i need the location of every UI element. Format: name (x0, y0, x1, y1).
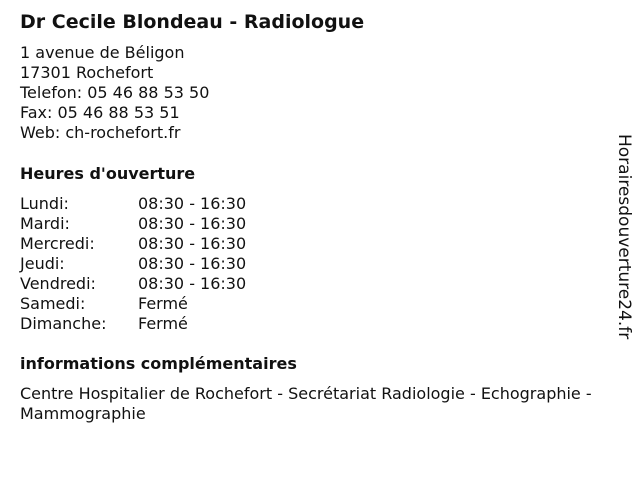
hours-list (20, 194, 340, 334)
day-label: Samedi: (20, 294, 86, 313)
day-hours: 08:30 - 16:30 (138, 234, 247, 253)
fax-number: Fax: 05 46 88 53 51 (20, 103, 180, 122)
info-title: informations complémentaires (20, 354, 297, 373)
day-label: Vendredi: (20, 274, 96, 293)
phone-number: Telefon: 05 46 88 53 50 (20, 83, 210, 102)
city-address: 17301 Rochefort (20, 63, 154, 82)
hours-row-mardi (20, 214, 340, 234)
page-title: Dr Cecile Blondeau - Radiologue (20, 11, 365, 33)
day-hours: Fermé (138, 294, 188, 313)
website: Web: ch-rochefort.fr (20, 123, 181, 142)
day-hours: 08:30 - 16:30 (138, 194, 247, 213)
hours-row-dimanche (20, 314, 340, 334)
info-text: Centre Hospitalier de Rochefort - Secrétariat Radiologie - Echographie - Mammographie (20, 384, 592, 423)
day-label: Dimanche: (20, 314, 107, 333)
street-address: 1 avenue de Béligon (20, 43, 185, 62)
hours-title: Heures d'ouverture (20, 164, 196, 183)
day-hours: Fermé (138, 314, 188, 333)
site-watermark (610, 134, 638, 346)
hours-row-mercredi (20, 234, 340, 254)
contact-block (20, 43, 209, 143)
day-hours: 08:30 - 16:30 (138, 274, 247, 293)
day-label: Mardi: (20, 214, 70, 233)
day-label: Mercredi: (20, 234, 95, 253)
watermark-text: Horairesdouverture24.fr (614, 134, 634, 340)
hours-row-lundi (20, 194, 340, 214)
day-label: Jeudi: (20, 254, 65, 273)
day-hours: 08:30 - 16:30 (138, 254, 247, 273)
day-label: Lundi: (20, 194, 69, 213)
hours-row-samedi (20, 294, 340, 314)
hours-row-jeudi (20, 254, 340, 274)
day-hours: 08:30 - 16:30 (138, 214, 247, 233)
hours-row-vendredi (20, 274, 340, 294)
